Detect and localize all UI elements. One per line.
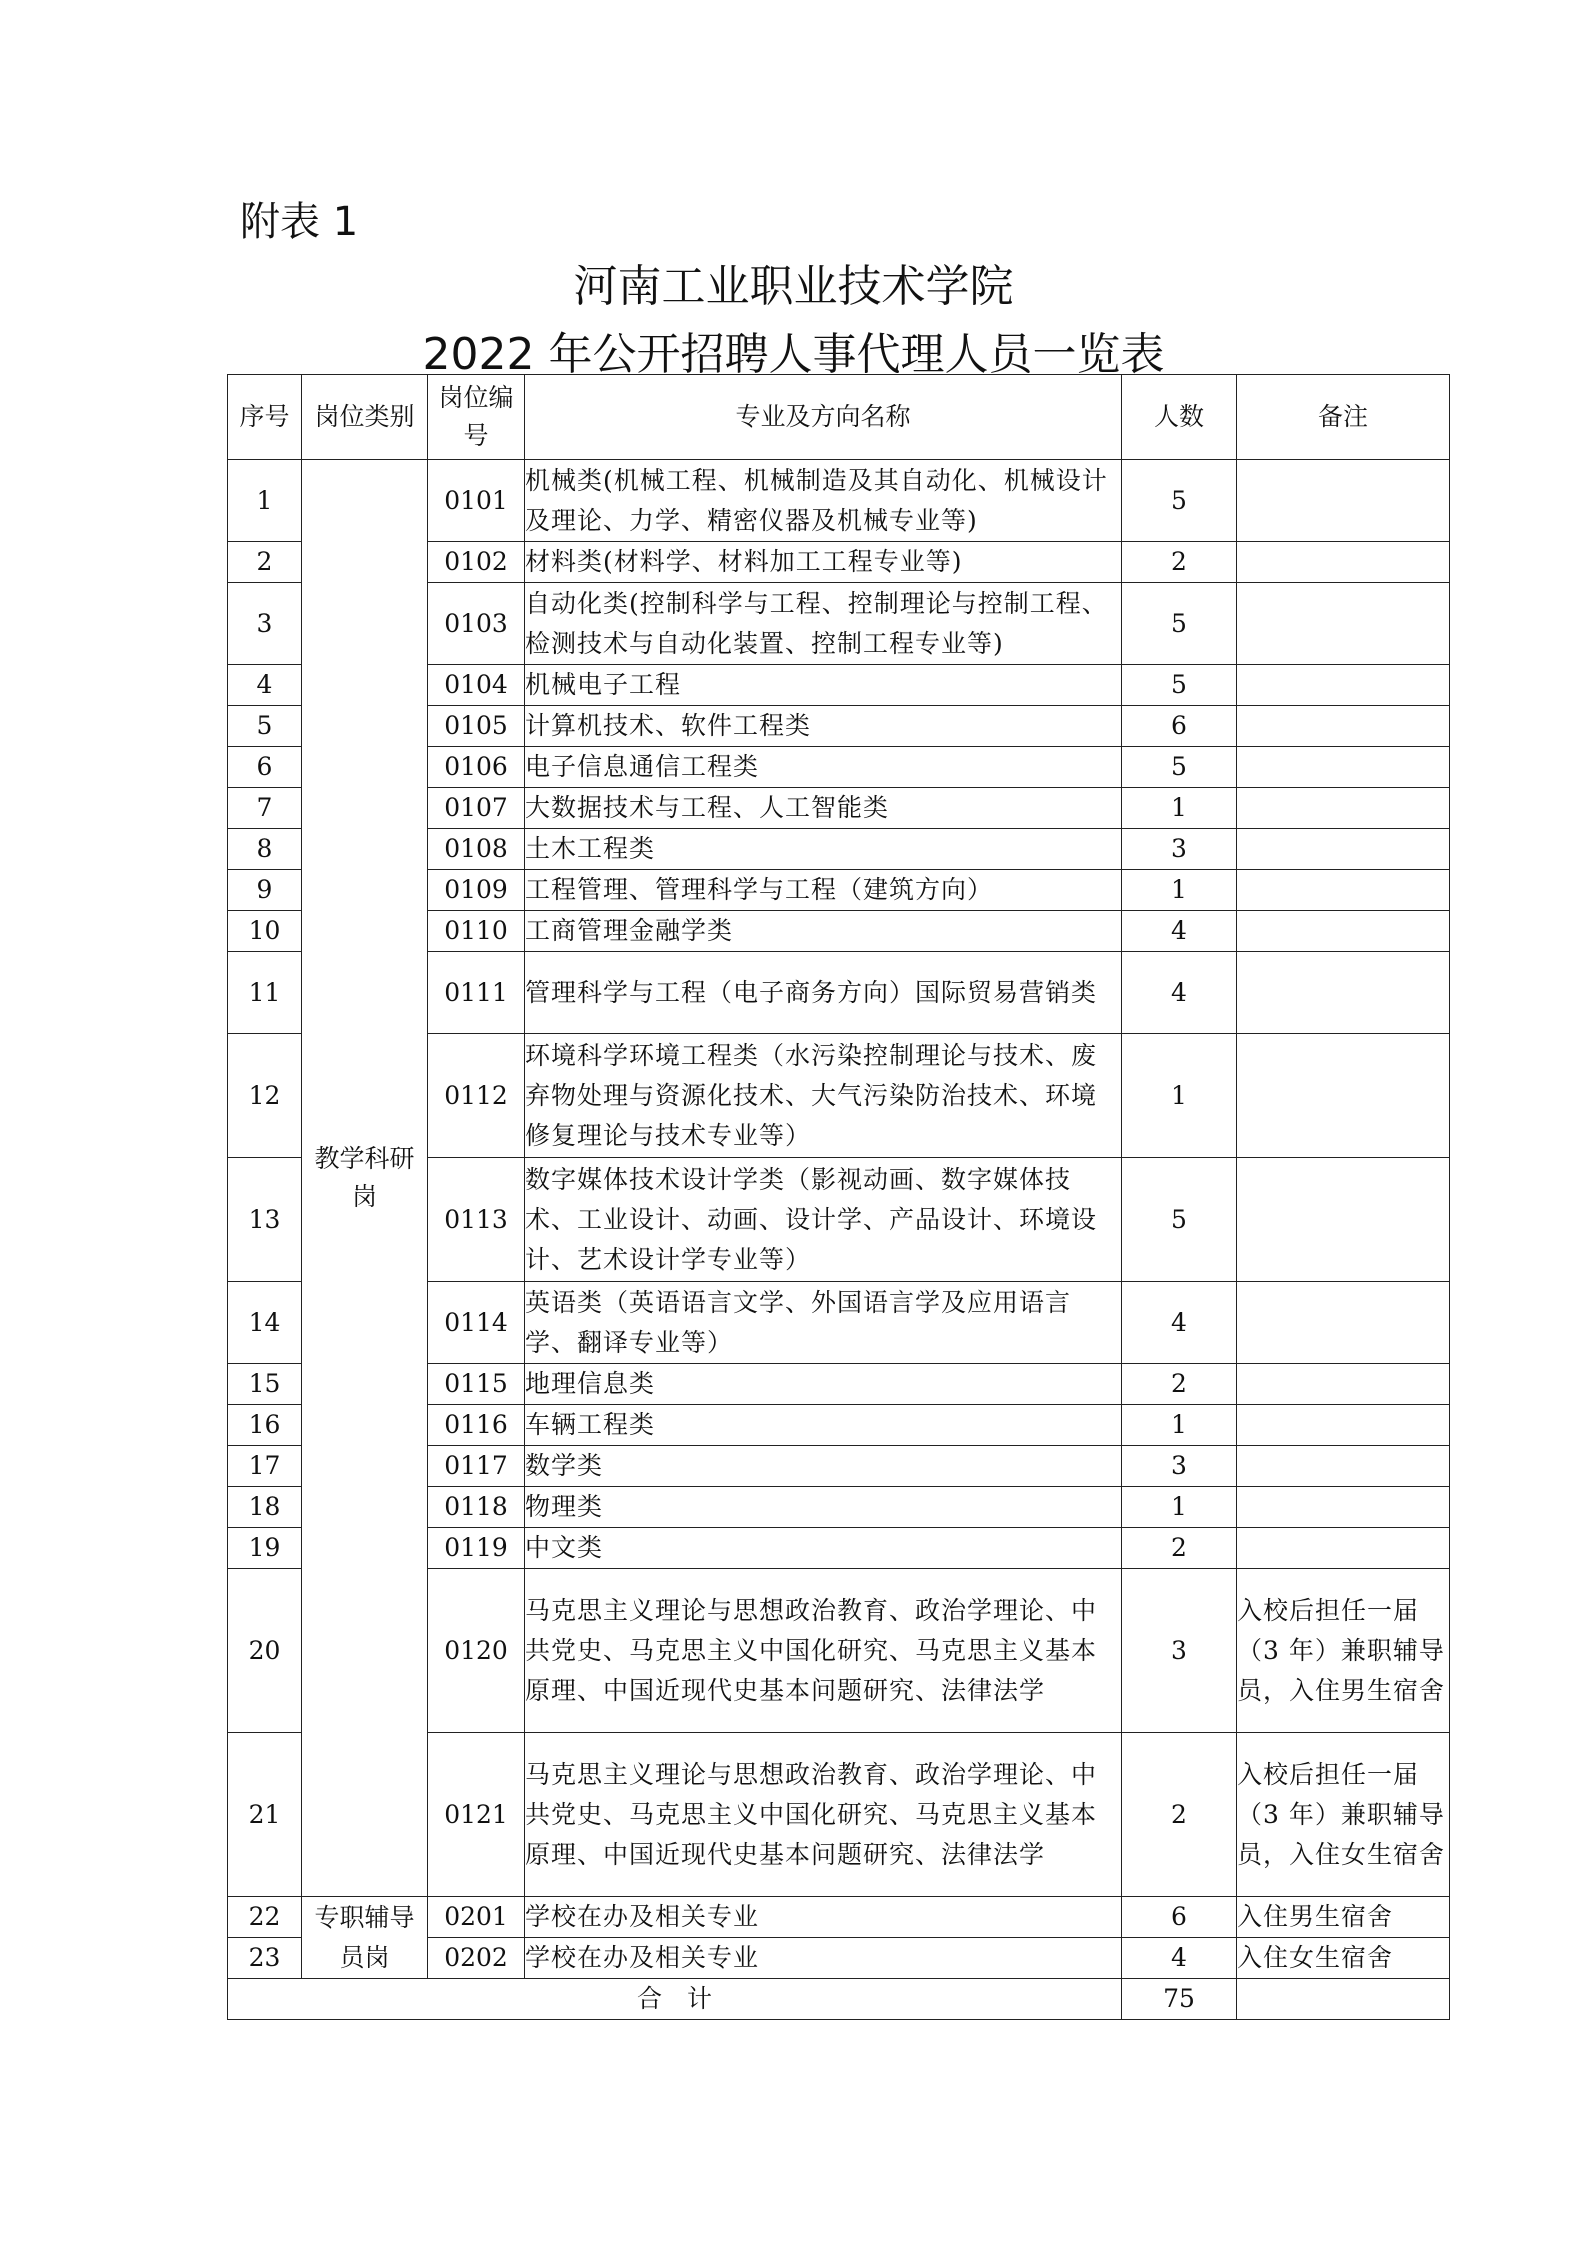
document-title: 河南工业职业技术学院 xyxy=(573,261,1014,312)
row-count: 1 xyxy=(1122,1405,1237,1446)
row-seq: 3 xyxy=(228,583,302,665)
row-note xyxy=(1237,460,1450,542)
row-major: 机械电子工程 xyxy=(525,665,1122,706)
row-count: 2 xyxy=(1122,1528,1237,1569)
row-seq: 16 xyxy=(228,1405,302,1446)
row-count: 1 xyxy=(1122,870,1237,911)
row-note xyxy=(1237,829,1450,870)
row-note xyxy=(1237,1487,1450,1528)
row-major: 自动化类(控制科学与工程、控制理论与控制工程、检测技术与自动化装置、控制工程专业等) xyxy=(525,583,1122,665)
row-seq: 23 xyxy=(228,1938,302,1979)
row-note: 入住男生宿舍 xyxy=(1237,1897,1450,1938)
row-seq: 4 xyxy=(228,665,302,706)
header-category: 岗位类别 xyxy=(302,375,428,460)
row-major: 工程管理、管理科学与工程（建筑方向） xyxy=(525,870,1122,911)
row-note xyxy=(1237,1034,1450,1158)
row-major: 管理科学与工程（电子商务方向）国际贸易营销类 xyxy=(525,952,1122,1034)
row-count: 4 xyxy=(1122,1938,1237,1979)
row-note xyxy=(1237,1446,1450,1487)
row-code: 0112 xyxy=(428,1034,525,1158)
row-seq: 7 xyxy=(228,788,302,829)
row-code: 0121 xyxy=(428,1733,525,1897)
row-count: 2 xyxy=(1122,1364,1237,1405)
row-code: 0109 xyxy=(428,870,525,911)
recruitment-table xyxy=(227,374,1450,2020)
header-count: 人数 xyxy=(1122,375,1237,460)
row-note xyxy=(1237,665,1450,706)
row-seq: 10 xyxy=(228,911,302,952)
row-code: 0202 xyxy=(428,1938,525,1979)
total-count: 75 xyxy=(1122,1979,1237,2020)
row-seq: 12 xyxy=(228,1034,302,1158)
row-seq: 15 xyxy=(228,1364,302,1405)
row-major: 马克思主义理论与思想政治教育、政治学理论、中共党史、马克思主义中国化研究、马克思主义基本原理、中国近现代史基本问题研究、法律法学 xyxy=(525,1569,1122,1733)
row-major: 车辆工程类 xyxy=(525,1405,1122,1446)
row-count: 4 xyxy=(1122,1282,1237,1364)
row-major: 英语类（英语语言文学、外国语言学及应用语言学、翻译专业等） xyxy=(525,1282,1122,1364)
row-note xyxy=(1237,747,1450,788)
row-note xyxy=(1237,1528,1450,1569)
row-code: 0102 xyxy=(428,542,525,583)
row-major: 学校在办及相关专业 xyxy=(525,1897,1122,1938)
row-count: 3 xyxy=(1122,1446,1237,1487)
row-code: 0120 xyxy=(428,1569,525,1733)
row-code: 0116 xyxy=(428,1405,525,1446)
row-seq: 2 xyxy=(228,542,302,583)
table-row xyxy=(228,1897,1450,1938)
row-note xyxy=(1237,1282,1450,1364)
row-code: 0201 xyxy=(428,1897,525,1938)
row-seq: 19 xyxy=(228,1528,302,1569)
row-count: 1 xyxy=(1122,1034,1237,1158)
row-code: 0113 xyxy=(428,1158,525,1282)
row-code: 0115 xyxy=(428,1364,525,1405)
row-major: 物理类 xyxy=(525,1487,1122,1528)
row-major: 数字媒体技术设计学类（影视动画、数字媒体技术、工业设计、动画、设计学、产品设计、环境设计、艺术设计学专业等） xyxy=(525,1158,1122,1282)
row-code: 0119 xyxy=(428,1528,525,1569)
row-code: 0108 xyxy=(428,829,525,870)
row-count: 5 xyxy=(1122,460,1237,542)
category-teaching: 教学科研岗 xyxy=(302,460,428,1897)
row-seq: 21 xyxy=(228,1733,302,1897)
row-note xyxy=(1237,870,1450,911)
row-note xyxy=(1237,583,1450,665)
row-major: 材料类(材料学、材料加工工程专业等) xyxy=(525,542,1122,583)
row-code: 0101 xyxy=(428,460,525,542)
row-seq: 11 xyxy=(228,952,302,1034)
row-seq: 13 xyxy=(228,1158,302,1282)
header-seq: 序号 xyxy=(228,375,302,460)
row-seq: 1 xyxy=(228,460,302,542)
total-row xyxy=(228,1979,1450,2020)
document-subtitle: 2022 年公开招聘人事代理人员一览表 xyxy=(422,329,1165,380)
row-count: 3 xyxy=(1122,1569,1237,1733)
row-note xyxy=(1237,788,1450,829)
total-label: 合 计 xyxy=(228,1979,1122,2020)
row-seq: 14 xyxy=(228,1282,302,1364)
header-major: 专业及方向名称 xyxy=(525,375,1122,460)
row-code: 0111 xyxy=(428,952,525,1034)
row-count: 2 xyxy=(1122,542,1237,583)
row-major: 环境科学环境工程类（水污染控制理论与技术、废弃物处理与资源化技术、大气污染防治技术、环境修复理论与技术专业等） xyxy=(525,1034,1122,1158)
row-seq: 9 xyxy=(228,870,302,911)
row-note xyxy=(1237,1405,1450,1446)
row-code: 0118 xyxy=(428,1487,525,1528)
row-seq: 22 xyxy=(228,1897,302,1938)
row-major: 计算机技术、软件工程类 xyxy=(525,706,1122,747)
row-note xyxy=(1237,706,1450,747)
total-note xyxy=(1237,1979,1450,2020)
row-code: 0106 xyxy=(428,747,525,788)
row-note xyxy=(1237,1364,1450,1405)
row-count: 5 xyxy=(1122,747,1237,788)
row-major: 地理信息类 xyxy=(525,1364,1122,1405)
row-count: 4 xyxy=(1122,911,1237,952)
row-major: 数学类 xyxy=(525,1446,1122,1487)
row-note xyxy=(1237,952,1450,1034)
row-code: 0104 xyxy=(428,665,525,706)
row-seq: 17 xyxy=(228,1446,302,1487)
table-body xyxy=(228,460,1450,1979)
row-major: 中文类 xyxy=(525,1528,1122,1569)
row-count: 4 xyxy=(1122,952,1237,1034)
row-note: 入校后担任一届（3 年）兼职辅导员，入住男生宿舍 xyxy=(1237,1569,1450,1733)
row-code: 0110 xyxy=(428,911,525,952)
row-seq: 18 xyxy=(228,1487,302,1528)
row-count: 6 xyxy=(1122,1897,1237,1938)
category-counselor: 专职辅导员岗 xyxy=(302,1897,428,1979)
row-note: 入住女生宿舍 xyxy=(1237,1938,1450,1979)
row-major: 机械类(机械工程、机械制造及其自动化、机械设计及理论、力学、精密仪器及机械专业等) xyxy=(525,460,1122,542)
row-seq: 20 xyxy=(228,1569,302,1733)
row-note xyxy=(1237,542,1450,583)
row-note xyxy=(1237,911,1450,952)
row-note: 入校后担任一届（3 年）兼职辅导员，入住女生宿舍 xyxy=(1237,1733,1450,1897)
header-code: 岗位编号 xyxy=(428,375,525,460)
row-count: 5 xyxy=(1122,583,1237,665)
table-row xyxy=(228,460,1450,542)
row-seq: 5 xyxy=(228,706,302,747)
row-code: 0105 xyxy=(428,706,525,747)
row-code: 0103 xyxy=(428,583,525,665)
row-seq: 6 xyxy=(228,747,302,788)
row-major: 马克思主义理论与思想政治教育、政治学理论、中共党史、马克思主义中国化研究、马克思主义基本原理、中国近现代史基本问题研究、法律法学 xyxy=(525,1733,1122,1897)
row-code: 0107 xyxy=(428,788,525,829)
row-major: 电子信息通信工程类 xyxy=(525,747,1122,788)
table-header-row xyxy=(228,375,1450,460)
row-count: 3 xyxy=(1122,829,1237,870)
row-count: 5 xyxy=(1122,665,1237,706)
row-seq: 8 xyxy=(228,829,302,870)
row-code: 0114 xyxy=(428,1282,525,1364)
attachment-label: 附表 1 xyxy=(240,199,359,245)
row-count: 6 xyxy=(1122,706,1237,747)
row-count: 1 xyxy=(1122,1487,1237,1528)
row-major: 土木工程类 xyxy=(525,829,1122,870)
header-note: 备注 xyxy=(1237,375,1450,460)
row-note xyxy=(1237,1158,1450,1282)
row-count: 2 xyxy=(1122,1733,1237,1897)
row-major: 大数据技术与工程、人工智能类 xyxy=(525,788,1122,829)
row-major: 学校在办及相关专业 xyxy=(525,1938,1122,1979)
row-count: 1 xyxy=(1122,788,1237,829)
row-count: 5 xyxy=(1122,1158,1237,1282)
row-code: 0117 xyxy=(428,1446,525,1487)
row-major: 工商管理金融学类 xyxy=(525,911,1122,952)
